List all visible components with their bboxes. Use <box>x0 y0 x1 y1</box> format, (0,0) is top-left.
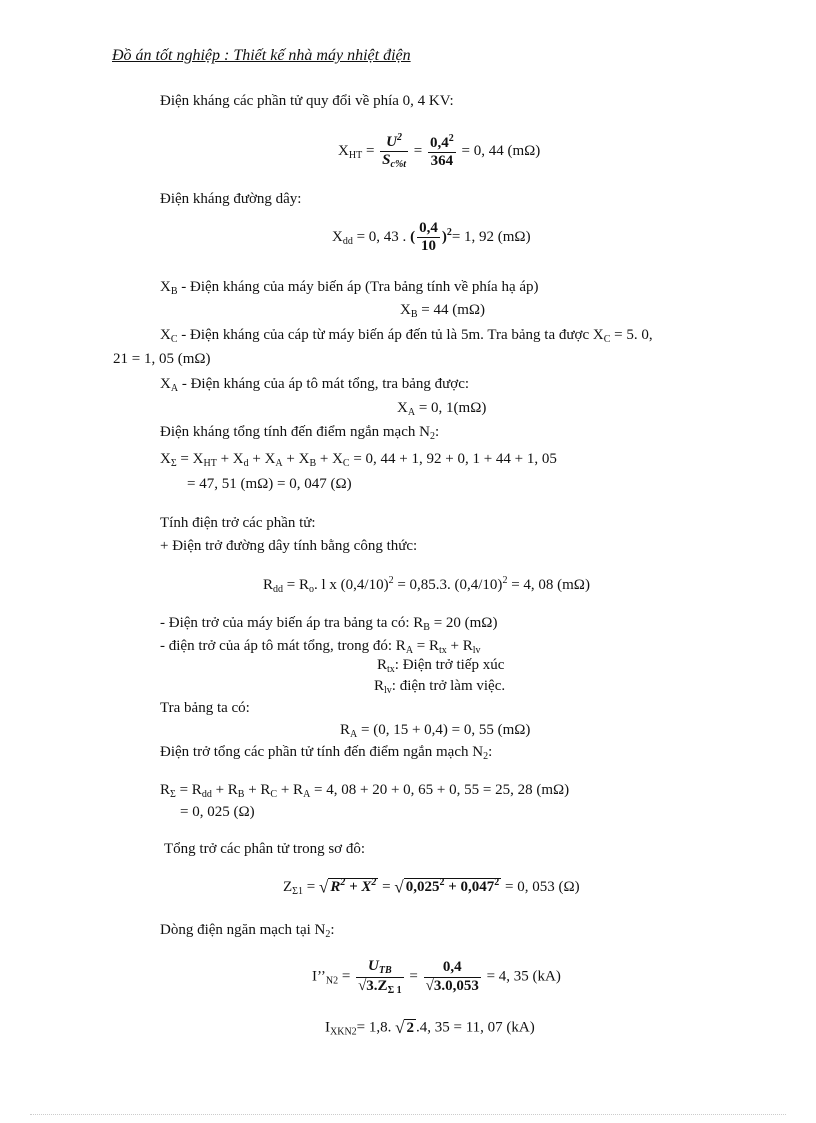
text-ra: - điện trở của áp tô mát tổng, trong đó: $R_A = R_{tx} + R_{lv}$ <box>160 638 481 656</box>
page-header: Đồ án tốt nghiệp : Thiết kế nhà máy nhiệt điện <box>112 47 411 64</box>
formula-xb: $X_B = 44$ (mΩ) <box>400 302 486 320</box>
formula-xa: $X_A = 0$, 1(mΩ) <box>397 400 487 418</box>
formula-ra: $R_A = (0$, 15 + 0,4) = 0, 55 (mΩ) <box>340 722 531 740</box>
text-rlv: $R_{lv}$: điện trở làm việc. <box>374 678 506 696</box>
formula-i-n2: $I’’_{N2}$ = $\frac{U_{TB}}{√3.Z_{\Sigma 1}}$ = $\frac{0,4}{√3.0,053}$ = 4, 35 (kA) <box>312 958 561 996</box>
text-xc-desc: $X_C$ - Điện kháng của cáp từ máy biến áp đến tủ là 5m. Tra bảng ta được $X_C = 5$. 0, <box>160 327 653 345</box>
formula-rsum: $R_\Sigma = R_{dd} + R_B + R_C + R_A = 4$, 08 + 20 + 0, 65 + 0, 55 = 25, 28 (mΩ) <box>160 782 570 800</box>
text-duongday: Điện kháng đường dây: <box>160 191 302 207</box>
text-dientro: Tính điện trở các phần tử: <box>160 515 316 531</box>
text-tongtro: Tổng trở các phân tử trong sơ đô: <box>164 841 366 857</box>
sqrt-r2-x2: √ $R^2 + X^2$ <box>318 877 377 897</box>
text-dientro-dd: + Điện trở đường dây tính bằng công thức: <box>160 538 418 554</box>
formula-xdd: $X_{dd} = 0$, 43 . ( $\frac{0,4}{10}$ )$^2$= 1, 92 (mΩ) <box>332 220 531 255</box>
fraction-04-10: $\frac{0,4}{10}$ <box>419 220 438 255</box>
fraction-values: $\frac{0,4}{√3.0,053}$ <box>425 959 479 994</box>
text-xc-cont: 21 = 1, 05 (mΩ) <box>113 351 211 367</box>
text-xb-desc: $X_B$ - Điện kháng của máy biến áp (Tra bảng tính về phía hạ áp) <box>160 279 539 297</box>
fraction-utb: $\frac{U_{TB}}{√3.Z_{\Sigma 1}}$ <box>358 958 402 996</box>
text-trabang: Tra bảng ta có: <box>160 700 250 716</box>
fraction-u2-s: $\frac{U^2}{S_{c\%t}}$ <box>382 132 407 171</box>
text-quydoi: Điện kháng các phần tử quy đổi về phía 0, 4 KV: <box>160 93 454 109</box>
formula-xsum-result: = 47, 51 (mΩ) = 0, 047 (Ω) <box>187 476 352 492</box>
text-rtx: $R_{tx}$: Điện trở tiếp xúc <box>377 657 505 675</box>
formula-z: $Z_{\Sigma 1}$ = √ $R^2 + X^2$ = √ $0,025^2 + 0,047^2 = 0$, 053 (Ω) <box>283 877 580 897</box>
text-rtong: Điện trở tổng các phần tử tính đến điểm ngắn mạch $N_2$: <box>160 744 493 762</box>
text-xa-desc: $X_A$ - Điện kháng của áp tô mát tổng, tra bảng được: <box>160 376 470 394</box>
sqrt-values: √ $0,025^2 + 0,047^2$ <box>394 877 500 897</box>
text-dongdien: Dòng điện ngăn mạch tại $N_2$: <box>160 922 335 940</box>
text-tong-xk: Điện kháng tổng tính đến điểm ngắn mạch $N_2$: <box>160 424 440 442</box>
formula-rsum-result: = 0, 025 (Ω) <box>180 804 255 820</box>
formula-xsum: $X_\Sigma = X_{HT} + X_d + X_A + X_B + X_C = 0$, 44 + 1, 92 + 0, 1 + 44 + 1, 05 <box>160 451 557 469</box>
formula-xht: $X_{HT}$ = $\frac{U^2}{S_{c\%t}}$ = $\frac{0,4^2}{364}$ = 0, 44 (mΩ) <box>338 132 541 171</box>
page-bottom-divider <box>30 1114 786 1115</box>
formula-ixk: $I_{XKN2}= 1,8$. √ 2 .4, 35 = 11, 07 (kA) <box>325 1018 535 1038</box>
sqrt-2: √ 2 <box>395 1018 414 1037</box>
fraction-04-364: $\frac{0,4^2}{364}$ <box>430 132 454 169</box>
formula-rdd: $R_{dd} = R_o$. l x $(0,4/10)^2 = 0,85.3$. $(0,4/10)^2 = 4$, 08 (mΩ) <box>263 575 590 595</box>
text-rb: - Điện trở của máy biến áp tra bảng ta có: $R_B = 20$ (mΩ) <box>160 615 498 633</box>
